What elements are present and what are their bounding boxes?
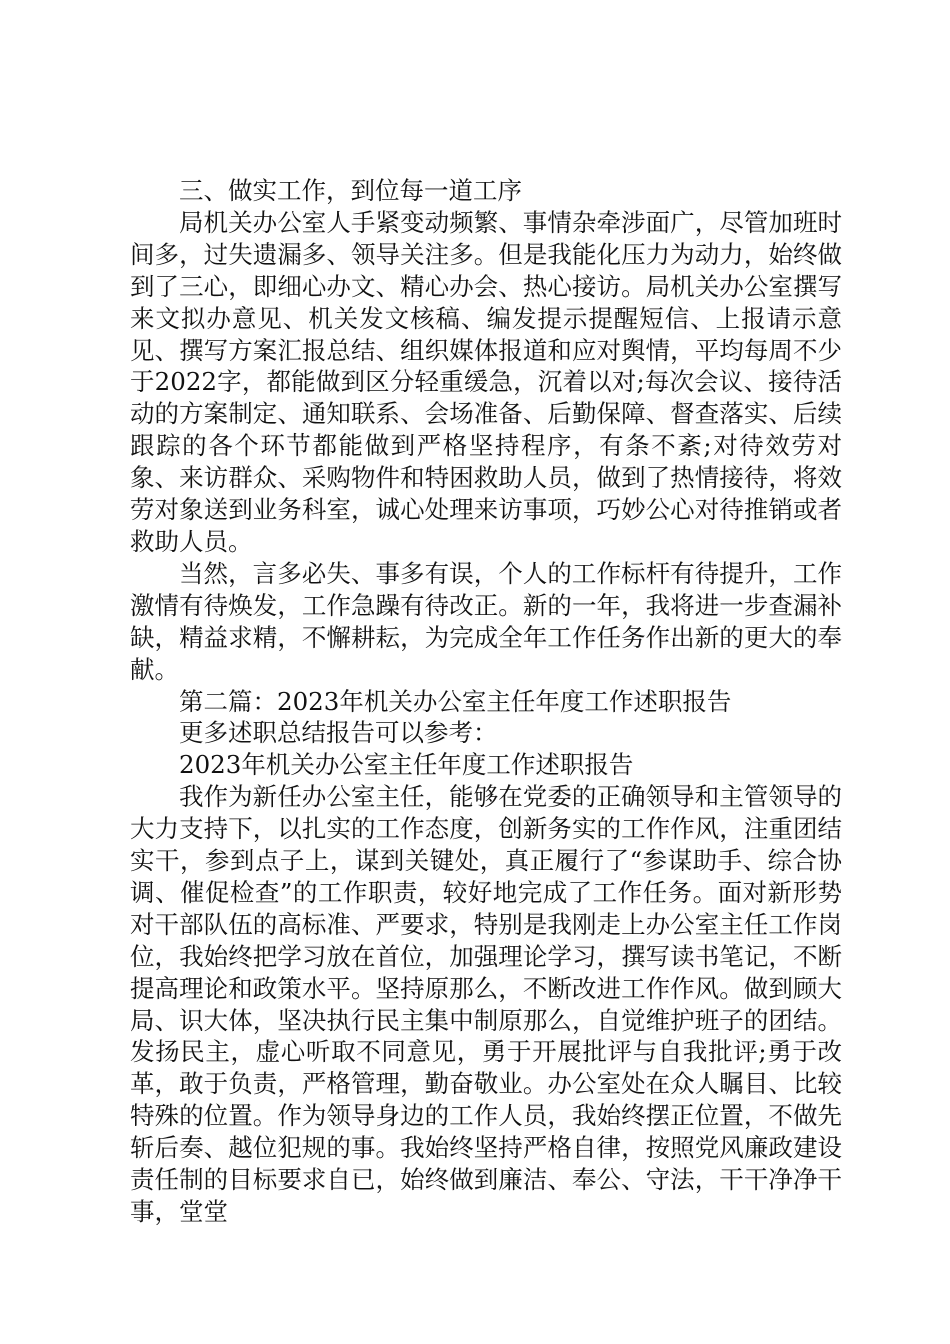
report-title: 2023年机关办公室主任年度工作述职报告 <box>179 750 634 780</box>
body-paragraph: 我作为新任办公室主任，能够在党委的正确领导和主管领导的大力支持下，以扎实的工作态度，创新务实的工作作风，注重团结实干，参到点子上，谋到关键处，真正履行了“参谋助手、综合协调、催促检查”的工作职责，较好地完成了工作任务。面对新形势对干部队伍的高标准、严要求，特别是我刚走上办公室主任工作岗位，我始终把学习放在首位，加强理论学习，撰写读书笔记，不断提高理论和政策水平。坚持原那么，不断改进工作作风。做到顾大局、识大体，坚决执行民主集中制原那么，自觉维护班子的团结。发扬民主，虚心听取不同意见，勇于开展批评与自我批评;勇于改革，敢于负责，严格管理，勤奋敬业。办公室处在众人瞩目、比较特殊的位置。作为领导身边的工作人员，我始终摆正位置，不做先斩后奏、越位犯规的事。我始终坚持严格自律，按照党风廉政建设责任制的目标要求自已，始终做到廉洁、奉公、守法，干干净净干事，堂堂 <box>130 782 842 1226</box>
reference-note: 更多述职总结报告可以参考： <box>179 718 498 748</box>
body-paragraph: 局机关办公室人手紧变动频繁、事情杂牵涉面广，尽管加班时间多，过失遗漏多、领导关注多。但是我能化压力为动力，始终做到了三心，即细心办文、精心办会、热心接访。局机关办公室撰写来文拟办意见、机关发文核稿、编发提示提醒短信、上报请示意见、撰写方案汇报总结、组织媒体报道和应对舆情，平均每周不少于2022字，都能做到区分轻重缓急，沉着以对;每次会议、接待活动的方案制定、通知联系、会场准备、后勤保障、督查落实、后续跟踪的各个环节都能做到严格坚持程序，有条不紊;对待效劳对象、来访群众、采购物件和特困救助人员，做到了热情接待，将效劳对象送到业务科室，诚心处理来访事项，巧妙公心对待推销或者救助人员。 <box>130 207 842 556</box>
section-heading: 三、做实工作，到位每一道工序 <box>179 176 522 205</box>
document-body <box>130 175 842 1228</box>
chapter-title: 第二篇：2023年机关办公室主任年度工作述职报告 <box>179 686 732 716</box>
body-paragraph: 当然，言多必失、事多有误，个人的工作标杆有待提升，工作激情有待焕发，工作急躁有待改正。新的一年，我将进一步查漏补缺，精益求精，不懈耕耘，为完成全年工作任务作出新的更大的奉献。 <box>130 558 842 684</box>
